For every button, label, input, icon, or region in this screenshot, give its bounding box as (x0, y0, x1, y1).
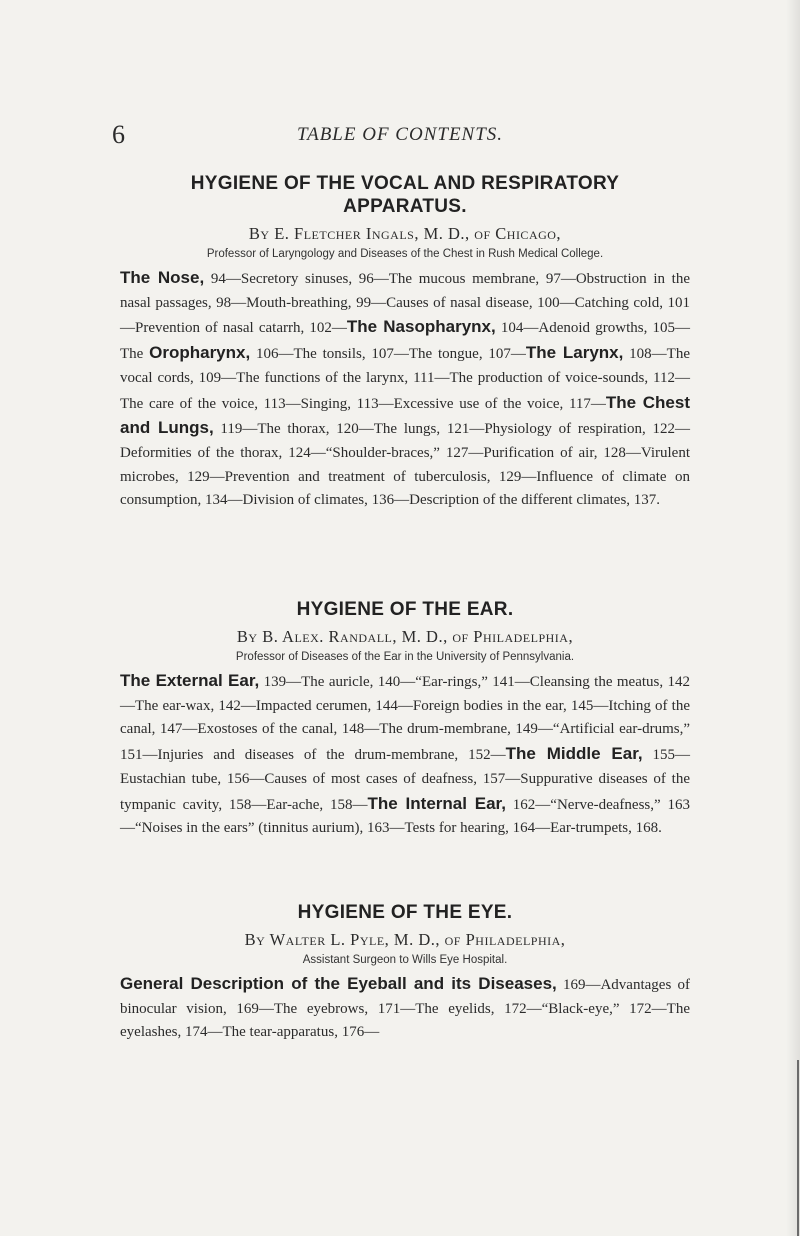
subject-heading: The Nose, (120, 268, 205, 287)
contents-text: 94—Secretory sinuses, 96—The mucous membrane, 97—Obstruction in the nasal passages, 98—Mouth-breathing, 99—Causes of nasal disease, 100—Catching cold, 101—Prevention of nasal catarrh, 102— (120, 271, 690, 337)
page-edge-line (797, 1060, 799, 1236)
section-title-line: HYGIENE OF THE EAR. (296, 599, 514, 620)
section-title (120, 598, 690, 621)
section-author: By Walter L. Pyle, M. D., of Philadelphia, (244, 930, 566, 949)
section-ear (120, 598, 690, 841)
section-title-line: HYGIENE OF THE EYE. (297, 902, 513, 923)
section-title (120, 901, 690, 924)
contents-text: 155—Eustachian tube, 156—Causes of most cases of deafness, 157—Suppurative diseases of the tympanic cavity, 158—Ear-ache, 158— (120, 747, 690, 813)
section-affiliation: Professor of Diseases of the Ear in the University of Pennsylvania. (235, 651, 575, 663)
section-title-line: HYGIENE OF THE VOCAL AND RESPIRATORY (190, 173, 620, 194)
page-header (0, 120, 800, 150)
section-affiliation: Professor of Laryngology and Diseases of the Chest in Rush Medical College. (206, 248, 604, 260)
subject-heading: The Internal Ear, (367, 793, 506, 813)
section-title (120, 172, 690, 218)
contents-text: 119—The thorax, 120—The lungs, 121—Physiology of respiration, 122—Deformities of the thorax, 124—“Shoulder-braces,” 127—Purification of air, 128—Virulent microbes, 129—Prevention and treatment of tuberculosis, 129—Influence of climate on consumption, 134—Division of climates, 136—Description of the different climates, 137. (120, 421, 690, 509)
subject-heading: The Chest and Lungs, (120, 392, 690, 438)
subject-heading: General Description of the Eyeball and its Diseases, (120, 974, 557, 993)
contents-text: 108—The vocal cords, 109—The functions of the larynx, 111—The production of voice-sounds, 112—The care of the voice, 113—Singing, 113—Excessive use of the voice, 117— (120, 346, 690, 412)
section-title-line: APPARATUS. (343, 196, 467, 217)
section-contents (120, 972, 690, 1045)
section-affiliation: Assistant Surgeon to Wills Eye Hospital. (302, 954, 508, 966)
section-eye (120, 901, 690, 1045)
section-author: By E. Fletcher Ingals, M. D., of Chicago, (248, 224, 562, 243)
page-number: 6 (112, 120, 125, 149)
subject-heading: The External Ear, (120, 671, 260, 690)
running-head: TABLE OF CONTENTS. (296, 124, 504, 145)
subject-heading: The Larynx, (525, 343, 624, 363)
section-author: By B. Alex. Randall, M. D., of Philadelphia, (236, 627, 574, 646)
contents-text: 169—Advantages of binocular vision, 169—The eyebrows, 171—The eyelids, 172—“Black-eye,” 172—The eyelashes, 174—The tear-apparatus, 176— (120, 977, 690, 1041)
contents-text: 139—The auricle, 140—“Ear-rings,” 141—Cleansing the meatus, 142—The ear-wax, 142—Impacted cerumen, 144—Foreign bodies in the ear, 145—Itching of the canal, 147—Exostoses of the canal, 148—The drum-membrane, 149—“Artificial ear-drums,” 151—Injuries and diseases of the drum-membrane, 152— (120, 674, 691, 764)
contents-text: 162—“Nerve-deafness,” 163—“Noises in the ears” (tinnitus aurium), 163—Tests for hearing, 164—Ear-trumpets, 168. (120, 796, 690, 837)
page-edge-shadow (786, 0, 800, 1236)
section-vocal-respiratory (120, 172, 690, 513)
subject-heading: The Middle Ear, (505, 744, 643, 764)
section-contents (120, 669, 690, 841)
contents-text: 106—The tonsils, 107—The tongue, 107— (250, 346, 526, 363)
subject-heading: The Nasopharynx, (346, 317, 496, 337)
contents-text: 104—Adenoid growths, 105—The (120, 320, 690, 363)
subject-heading: Oropharynx, (149, 343, 251, 363)
section-contents (120, 266, 690, 513)
